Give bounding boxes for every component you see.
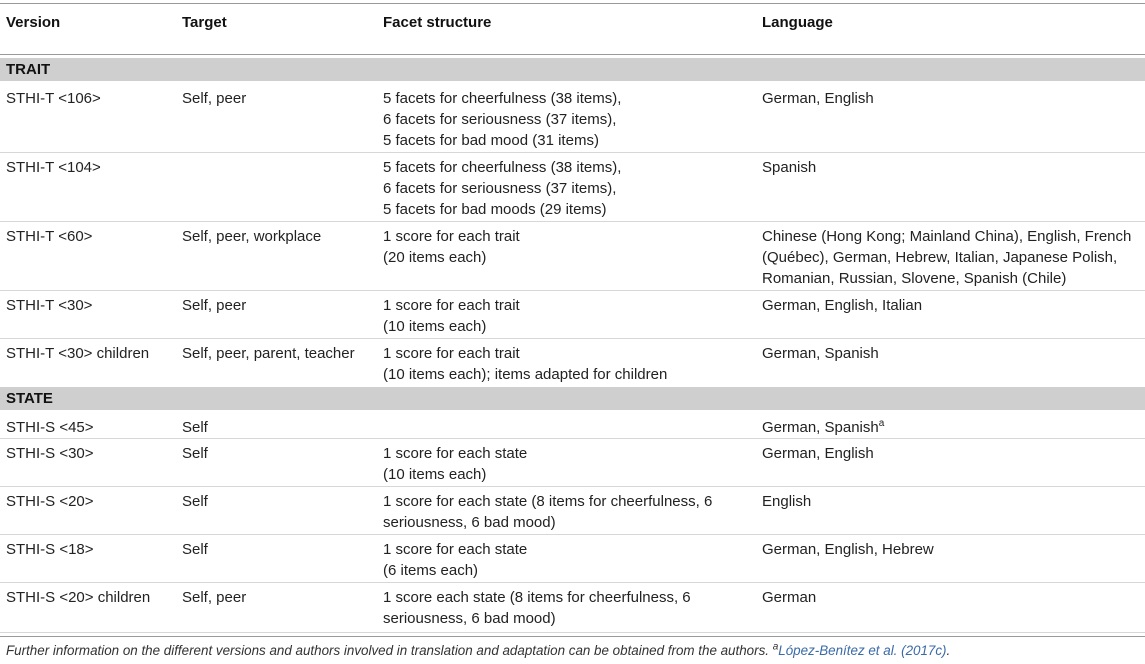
cell-target: Self, peer (182, 90, 247, 107)
cell-facet-structure (383, 491, 743, 533)
cell-target: Self (182, 419, 208, 436)
cell-facet-structure (383, 226, 743, 268)
cell-version: STHI-S <45> (6, 419, 94, 436)
cell-version: STHI-S <20> (6, 493, 94, 510)
language-text: Romanian, Russian, Slovene, Spanish (Chile) (762, 270, 1067, 287)
facet-line: 1 score each state (8 items for cheerfulness, 6 (383, 589, 691, 606)
table-row (0, 152, 1145, 222)
cell-version: STHI-T <106> (6, 90, 101, 107)
facet-line: seriousness, 6 bad mood) (383, 514, 556, 531)
cell-target: Self, peer (182, 589, 247, 606)
facet-line: 5 facets for bad mood (31 items) (383, 132, 599, 149)
cell-facet-structure (383, 539, 743, 581)
language-text: Spanish (762, 159, 817, 176)
table-footnote (6, 643, 950, 658)
language-text: German, Spanish (762, 345, 879, 362)
language-line (762, 88, 1142, 109)
header-target: Target (182, 14, 227, 31)
cell-target: Self, peer, parent, teacher (182, 345, 355, 362)
cell-language (762, 157, 1142, 178)
cell-target: Self, peer (182, 297, 247, 314)
cell-language (762, 343, 1142, 364)
language-line (762, 268, 1142, 289)
cell-target: Self, peer, workplace (182, 228, 322, 245)
facet-line: 6 facets for seriousness (37 items), (383, 111, 617, 128)
cell-facet-structure (383, 343, 743, 385)
language-line (762, 587, 1142, 608)
table-header (0, 5, 1145, 53)
section-header-state (0, 387, 1145, 410)
facet-line: 1 score for each state (8 items for cheerfulness, 6 (383, 493, 713, 510)
header-version: Version (6, 14, 61, 31)
language-line (762, 491, 1142, 512)
cell-facet-structure (383, 88, 743, 151)
table-row (0, 338, 1145, 388)
facet-line: (10 items each); items adapted for children (383, 366, 668, 383)
cell-facet-structure (383, 157, 743, 220)
cell-target: Self (182, 445, 208, 462)
facet-line: seriousness, 6 bad mood) (383, 610, 556, 627)
section-header-trait (0, 58, 1145, 81)
facet-line: 1 score for each trait (383, 297, 520, 314)
language-text: German, English (762, 90, 874, 107)
facet-line: 1 score for each trait (383, 228, 520, 245)
language-text: English (762, 493, 812, 510)
language-line (762, 226, 1142, 247)
bottom-rule (0, 636, 1145, 637)
cell-facet-structure (383, 295, 743, 337)
language-line (762, 417, 1142, 438)
cell-language (762, 491, 1142, 512)
cell-target: Self (182, 493, 208, 510)
facet-line: 5 facets for bad moods (29 items) (383, 201, 607, 218)
language-line (762, 343, 1142, 364)
facet-line: (10 items each) (383, 466, 487, 483)
language-line (762, 157, 1142, 178)
language-text: German, Spanish (762, 419, 879, 436)
facet-line: 5 facets for cheerfulness (38 items), (383, 159, 622, 176)
language-line (762, 247, 1142, 268)
language-text: German, English, Italian (762, 297, 923, 314)
table-row (0, 534, 1145, 583)
header-rule (0, 54, 1145, 55)
cell-language (762, 539, 1142, 560)
footnote-reference-link[interactable]: López-Benítez et al. (2017c) (778, 643, 947, 658)
cell-language (762, 417, 1142, 438)
facet-line: (20 items each) (383, 249, 487, 266)
table-row (0, 486, 1145, 535)
footnote-text: Further information on the different versions and authors involved in translation and adaptation can be obtained from the authors. (6, 643, 773, 658)
cell-version: STHI-S <18> (6, 541, 94, 558)
facet-line: (6 items each) (383, 562, 479, 579)
top-rule (0, 3, 1145, 4)
facet-line: 6 facets for seriousness (37 items), (383, 180, 617, 197)
cell-facet-structure (383, 443, 743, 485)
facet-line: 1 score for each trait (383, 345, 520, 362)
cell-version: STHI-T <30> (6, 297, 93, 314)
table-row (0, 412, 1145, 439)
language-line (762, 443, 1142, 464)
language-footnote-marker: a (878, 418, 885, 429)
table-row (0, 290, 1145, 339)
language-text: Chinese (Hong Kong; Mainland China), English, French (762, 228, 1132, 245)
cell-version: STHI-T <30> children (6, 345, 150, 362)
language-text: (Québec), German, Hebrew, Italian, Japanese Polish, (762, 249, 1118, 266)
cell-language (762, 295, 1142, 316)
facet-line: (10 items each) (383, 318, 487, 335)
language-text: German, English, Hebrew (762, 541, 934, 558)
cell-language (762, 443, 1142, 464)
footnote-marker: a (772, 641, 779, 653)
cell-version: STHI-S <30> (6, 445, 94, 462)
language-line (762, 295, 1142, 316)
header-facet-structure: Facet structure (383, 14, 492, 31)
section-label: STATE (6, 390, 53, 407)
section-label: TRAIT (6, 61, 51, 78)
cell-version: STHI-S <20> children (6, 589, 151, 606)
table-row (0, 438, 1145, 487)
facet-line: 1 score for each state (383, 445, 528, 462)
language-text: German (762, 589, 817, 606)
table-row (0, 582, 1145, 633)
cell-target: Self (182, 541, 208, 558)
language-line (762, 539, 1142, 560)
cell-language (762, 226, 1142, 289)
cell-language (762, 88, 1142, 109)
cell-language (762, 587, 1142, 608)
facet-line: 5 facets for cheerfulness (38 items), (383, 90, 622, 107)
facet-line: 1 score for each state (383, 541, 528, 558)
cell-version: STHI-T <60> (6, 228, 93, 245)
table-row (0, 221, 1145, 291)
cell-version: STHI-T <104> (6, 159, 101, 176)
table-row (0, 83, 1145, 153)
cell-facet-structure (383, 587, 743, 629)
language-text: German, English (762, 445, 874, 462)
footnote-end: . (946, 643, 951, 658)
header-language: Language (762, 14, 833, 31)
